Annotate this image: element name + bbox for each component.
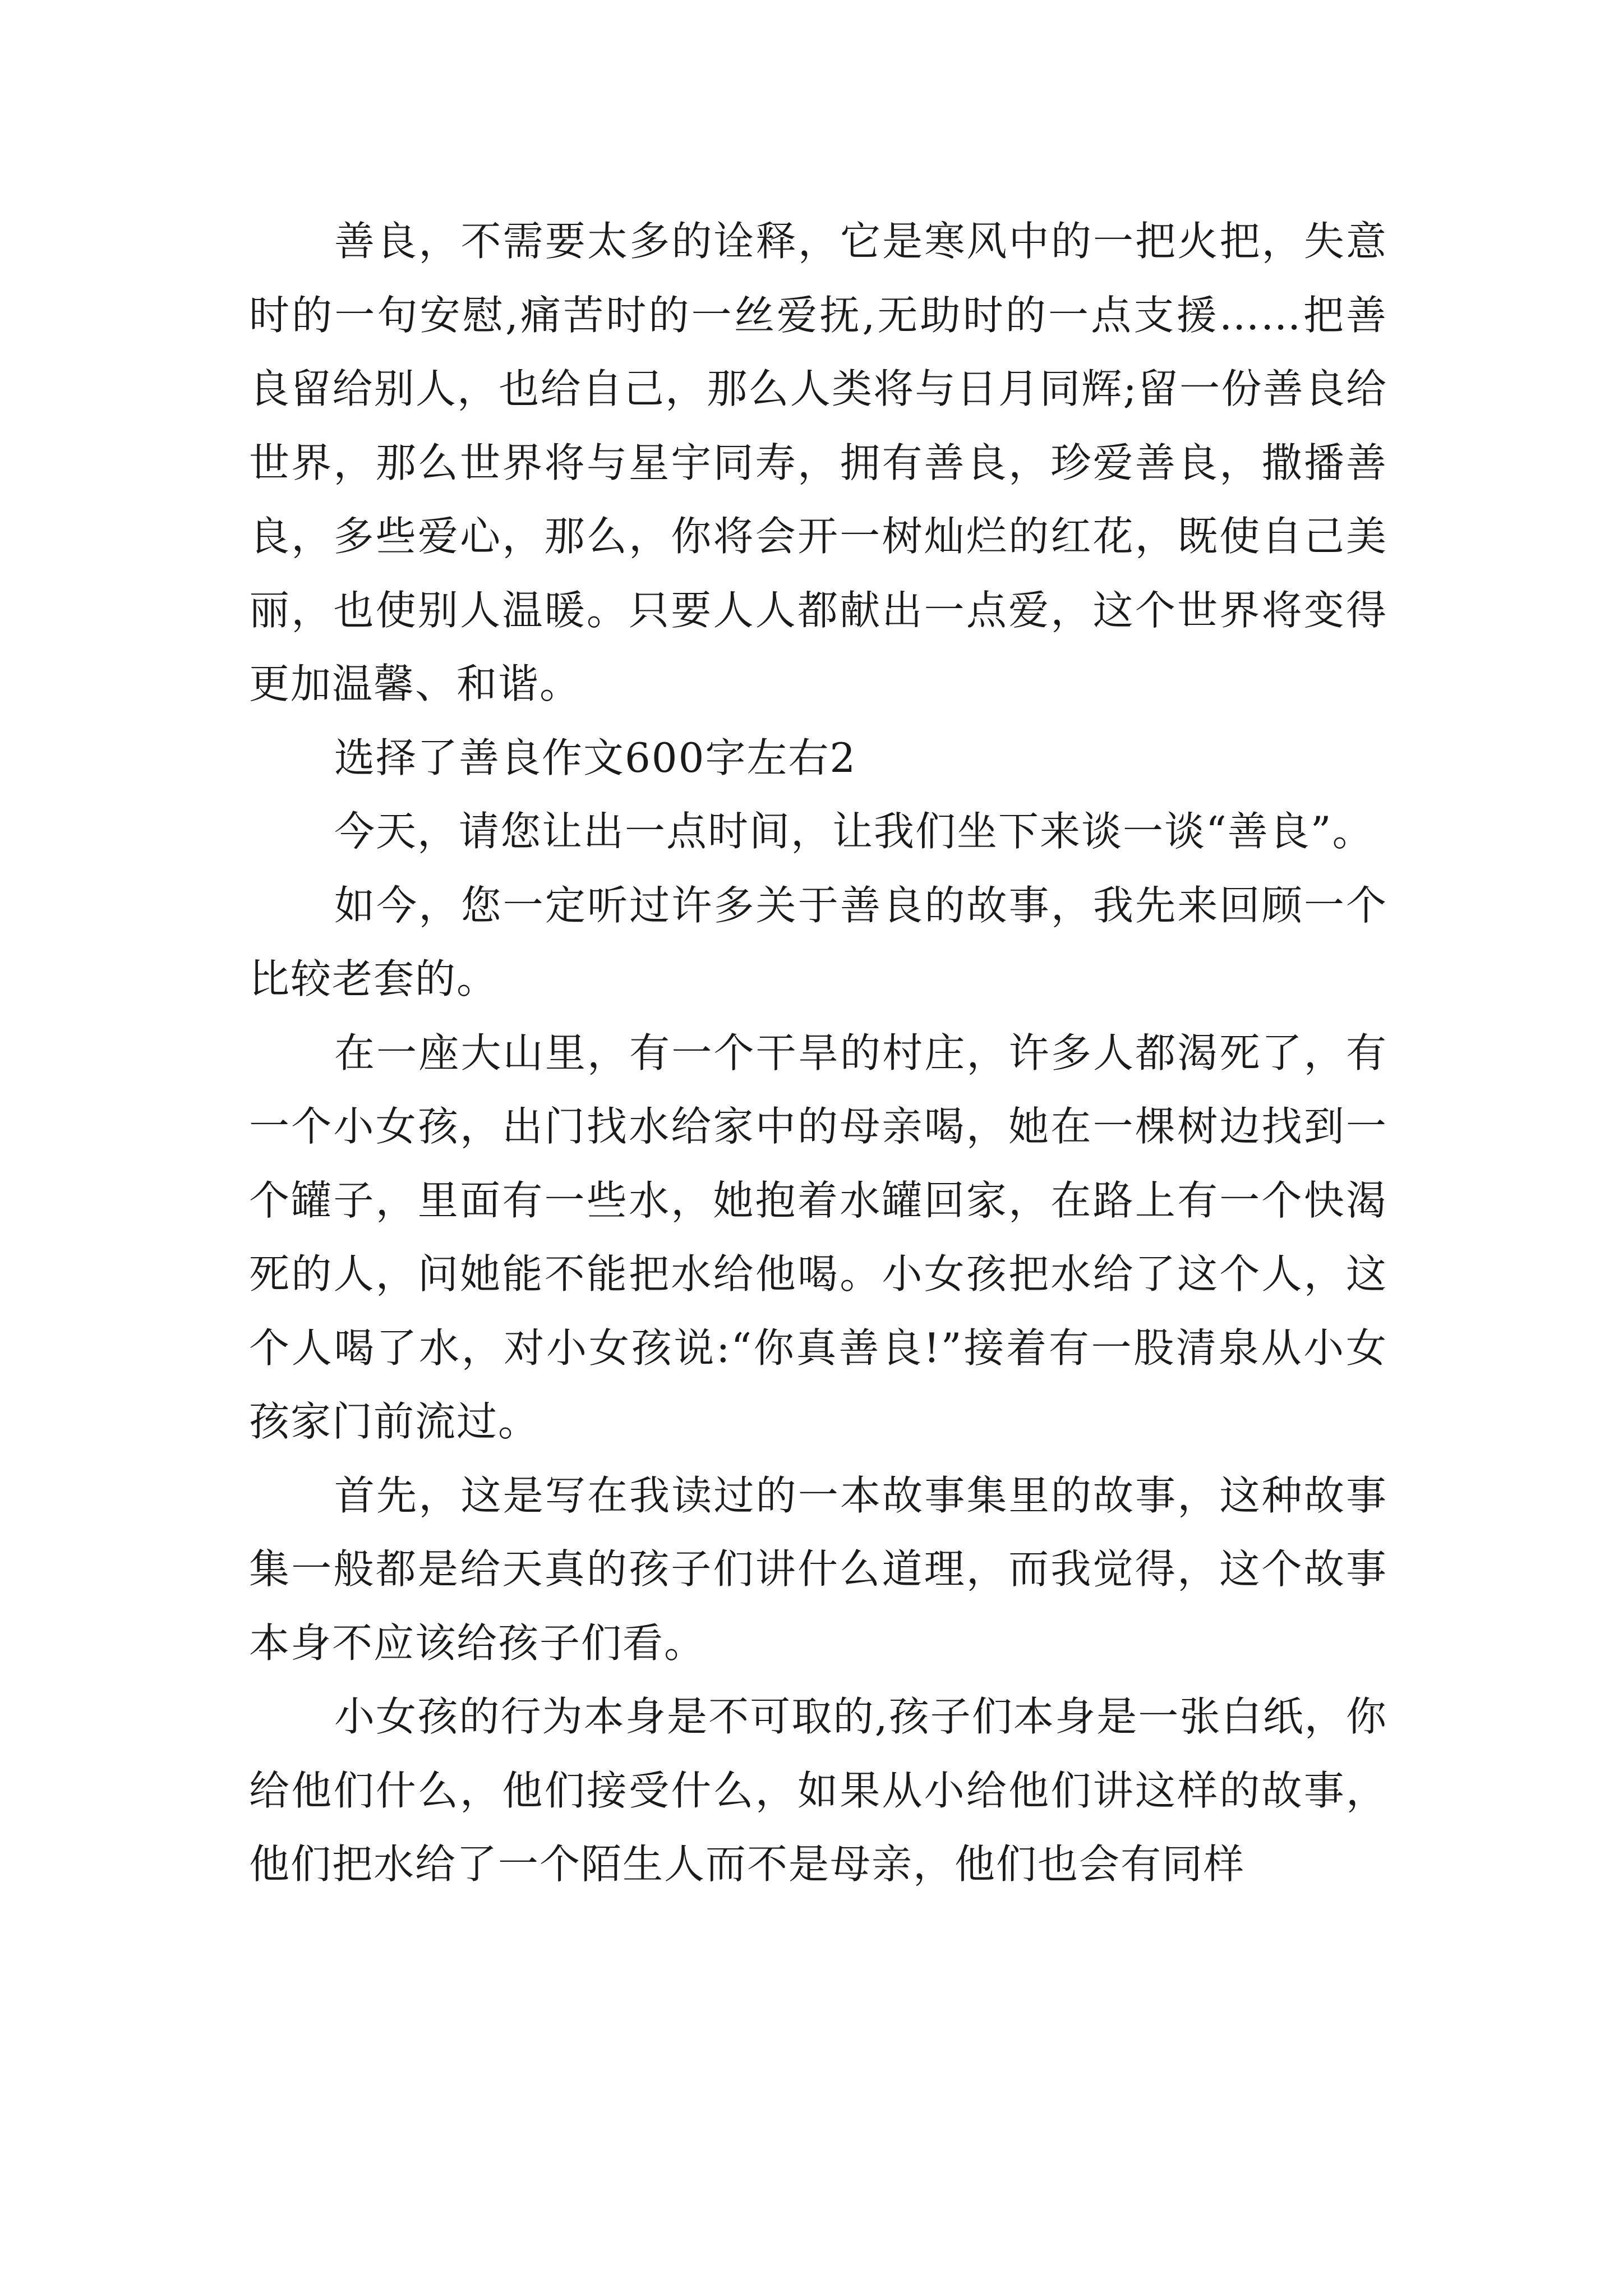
paragraph-first-point: 首先，这是写在我读过的一本故事集里的故事，这种故事集一般都是给天真的孩子们讲什么道理，而我觉得，这个故事本身不应该给孩子们看。: [249, 1471, 1387, 1667]
paragraph-second-point: 小女孩的行为本身是不可取的,孩子们本身是一张白纸，你给他们什么，他们接受什么，如果从小给他们讲这样的故事，他们把水给了一个陌生人而不是母亲，他们也会有同样: [249, 1693, 1387, 1888]
essay-heading: 选择了善良作文600字左右2: [334, 734, 857, 781]
paragraph-kindness-intro: 善良，不需要太多的诠释，它是寒风中的一把火把，失意时的一句安慰,痛苦时的一丝爱抚,无助时的一点支援……把善良留给别人，也给自己，那么人类将与日月同辉;留一份善良给世界，那么世界将与星宇同寿，拥有善良，珍爱善良，撒播善良，多些爱心，那么，你将会开一树灿烂的红花，既使自己美丽，也使别人温暖。只要人人都献出一点爱，这个世界将变得更加温馨、和谐。: [249, 218, 1387, 707]
paragraph-story: 在一座大山里，有一个干旱的村庄，许多人都渴死了，有一个小女孩，出门找水给家中的母亲喝，她在一棵树边找到一个罐子，里面有一些水，她抱着水罐回家，在路上有一个快渴死的人，问她能不能把水给他喝。小女孩把水给了这个人，这个人喝了水，对小女孩说:“你真善良!”接着有一股清泉从小女孩家门前流过。: [249, 1029, 1387, 1445]
paragraph-opening: 今天，请您让出一点时间，让我们坐下来谈一谈“善良”。: [334, 808, 1374, 855]
paragraph-story-intro: 如今，您一定听过许多关于善良的故事，我先来回顾一个比较老套的。: [249, 881, 1387, 1002]
document-body: [249, 205, 1387, 1902]
